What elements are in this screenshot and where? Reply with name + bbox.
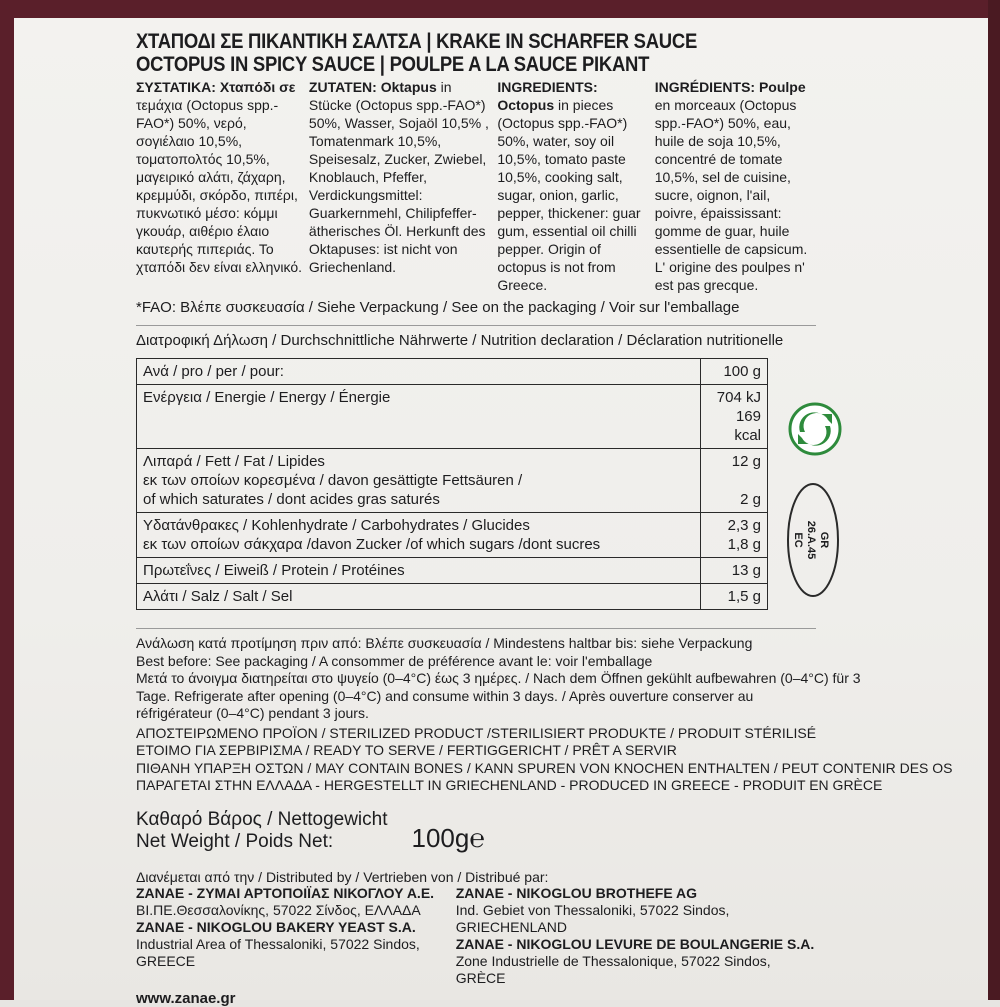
saturates-value: 2 g — [740, 491, 761, 508]
storage-line: Μετά το άνοιγμα διατηρείται στο ψυγείο (0–4°C) έως 3 ημέρες. / Nach dem Öffnen gekühlt aufbewahren (0–4°C) für 3 — [136, 670, 861, 686]
nutrition-value: 1,5 g — [701, 584, 768, 610]
divider-top — [136, 325, 816, 326]
ingredients-french-text: en morceaux (Octopus spp.-FAO*) 50%, eau, huile de soja 10,5%, concentré de tomate 10,5%, sel de cuisine, sucre, oignon, l'ail, poivre, épaississant: gomme de guar, huile essentielle de capsicum. L' origine des poulpes n' est pas grecque. — [654, 97, 808, 293]
net-weight — [136, 809, 816, 853]
address-line: Industrial Area of Thessaloniki, 57022 Sindos, GREECE — [136, 935, 420, 969]
nutrition-label: Αλάτι / Salz / Salt / Sel — [137, 584, 701, 610]
packaging-edge-top — [0, 0, 1000, 18]
nutrition-title: Διατροφική Δήλωση / Durchschnittliche Nährwerte / Nutrition declaration / Déclaration nutritionelle — [136, 332, 784, 349]
claim-line: ΠΑΡΑΓΕΤΑΙ ΣΤΗΝ ΕΛΛΑΔΑ - HERGESTELLT IN GRIECHENLAND - PRODUCED IN GREECE - PRODUIT EN GRÈCE — [136, 777, 883, 793]
nutrition-value: 100 g — [701, 359, 768, 385]
nutrition-row-salt — [137, 584, 768, 610]
ingredients-english-lead: Octopus — [497, 97, 555, 113]
nutrition-value — [701, 449, 768, 513]
nutrition-value — [701, 513, 768, 558]
label-content — [136, 30, 953, 1007]
ingredients-german — [309, 78, 497, 294]
nutrition-label: Ενέργεια / Energie / Energy / Énergie — [137, 385, 701, 449]
stamp-country: GR — [818, 531, 830, 549]
nutrition-row-carbs — [137, 513, 768, 558]
ingredients-french-lead: Poulpe — [758, 79, 806, 95]
recycle-icon — [788, 402, 842, 456]
distribution-intro: Διανέμεται από την / Distributed by / Vertrieben von / Distribué par: — [136, 868, 549, 885]
storage-line: réfrigérateur (0–4°C) pendant 3 jours. — [136, 705, 369, 721]
net-weight-labels — [136, 809, 388, 853]
website: www.zanae.gr — [136, 989, 236, 1007]
nutrition-label — [137, 449, 701, 513]
ingredients-german-head: ZUTATEN: — [308, 79, 377, 95]
divider-bottom — [136, 628, 816, 629]
stamp-number: 26.A.45 — [805, 520, 817, 560]
company-name: ZANAE - ΖΥΜΑΙ ΑΡΤΟΠΟΙΪΑΣ ΝΙΚΟΓΛΟΥ Α.Ε. — [136, 884, 435, 901]
ingredients-greek-lead: Χταπόδι σε — [219, 79, 296, 95]
saturates-label-2: of which saturates / dont acides gras saturés — [143, 491, 440, 508]
packaging-edge-left — [0, 0, 14, 1000]
nutrition-row-protein — [137, 558, 768, 584]
nutrition-value: 13 g — [701, 558, 768, 584]
storage-line: Ανάλωση κατά προτίμηση πριν από: Βλέπε συσκευασία / Mindestens haltbar bis: siehe Verpackung — [136, 635, 753, 651]
address-line: Ind. Gebiet von Thessaloniki, 57022 Sindos, GRIECHENLAND — [455, 901, 730, 935]
company-name: ZANAE - NIKOGLOU BAKERY YEAST S.A. — [136, 918, 416, 935]
health-mark-oval — [785, 480, 841, 600]
nutrition-row-fat — [137, 449, 768, 513]
address-right — [456, 885, 816, 987]
nutrition-row-energy — [137, 385, 768, 449]
claim-line: ΕΤΟΙΜΟ ΓΙΑ ΣΕΡΒΙΡΙΣΜΑ / READY TO SERVE / FERTIGGERICHT / PRÊT A SERVIR — [136, 742, 677, 758]
ingredients-greek-text: τεμάχια (Octopus spp.-FAO*) 50%, νερό, σογιέλαιο 10,5%, τοματοπολτός 10,5%, μαγειρικό αλάτι, ζάχαρη, κρεμμύδι, σκόρδο, πιπέρι, πυκνωτικό μέσο: κόμμι γκουάρ, αιθέριο έλαιο καυτερής πιπεριάς. Το χταπόδι δεν είναι ελληνικό. — [136, 97, 303, 275]
ingredients-french — [655, 78, 816, 294]
nutrition-table — [136, 358, 768, 610]
company-name: ZANAE - NIKOGLOU LEVURE DE BOULANGERIE S.A. — [455, 935, 815, 952]
nutrition-label: Ανά / pro / per / pour: — [137, 359, 701, 385]
distribution-addresses — [136, 885, 816, 987]
nutrition-value — [701, 385, 768, 449]
claim-line: ΑΠΟΣΤΕΙΡΩΜΕΝΟ ΠΡΟΪΟΝ / STERILIZED PRODUCT /STERILISIERT PRODUKTE / PRODUIT STÉRILISÉ — [136, 724, 817, 741]
address-left — [136, 885, 456, 987]
net-weight-label-2: Net Weight / Poids Net: — [136, 830, 334, 852]
ingredients-french-head: INGRÉDIENTS: — [654, 79, 756, 95]
product-title-line2: OCTOPUS IN SPICY SAUCE | POULPE A LA SAUCE PIKANT — [136, 53, 650, 76]
ingredients-german-lead: Oktapus — [380, 79, 437, 95]
sugars-value: 1,8 g — [727, 536, 761, 553]
address-line: Zone Industrielle de Thessalonique, 57022 Sindos, GRÈCE — [455, 952, 771, 986]
energy-kcal: 169 kcal — [734, 408, 761, 444]
ingredients-greek-head: ΣΥΣΤΑΤΙΚΑ: — [136, 79, 216, 95]
storage-block — [136, 635, 861, 723]
saturates-label-1: εκ των οποίων κορεσμένα / davon gesättigte Fettsäuren / — [143, 472, 523, 489]
ingredients-block — [136, 78, 816, 294]
sugars-label: εκ των οποίων σάκχαρα /davon Zucker /of which sugars /dont sucres — [143, 536, 601, 553]
product-title-line1: ΧΤΑΠΟΔΙ ΣΕ ΠΙΚΑΝΤΙΚΗ ΣΑΛΤΣΑ | KRAKE IN SCHARFER SAUCE — [136, 30, 698, 53]
claim-line: ΠΙΘΑΝΗ ΥΠΑΡΞΗ ΟΣΤΩΝ / MAY CONTAIN BONES / KANN SPUREN VON KNOCHEN ENTHALTEN / PEUT CONTENIR DES OS — [136, 759, 953, 776]
nutrition-row-per — [137, 359, 768, 385]
net-weight-value: 100g℮ — [411, 822, 485, 853]
fat-label: Λιπαρά / Fett / Fat / Lipides — [143, 453, 325, 470]
carbs-value: 2,3 g — [727, 517, 761, 534]
storage-line: Best before: See packaging / A consommer de préférence avant le: voir l'emballage — [136, 652, 653, 669]
stamp-ec: EC — [792, 532, 804, 548]
nutrition-label: Πρωτεΐνες / Eiweiß / Protein / Protéines — [137, 558, 701, 584]
nutrition-label — [137, 513, 701, 558]
company-name: ZANAE - NIKOGLOU BROTHEFE AG — [455, 884, 698, 901]
storage-line: Tage. Refrigerate after opening (0–4°C) and consume within 3 days. / Après ouverture conserver au — [136, 687, 754, 704]
ingredients-greek — [136, 78, 309, 294]
packaging-edge-right — [988, 0, 1000, 1000]
address-line: ΒΙ.ΠΕ.Θεσσαλονίκης, 57022 Σίνδος, ΕΛΛΑΔΑ — [136, 901, 421, 918]
carbs-label: Υδατάνθρακες / Kohlenhydrate / Carbohydrates / Glucides — [143, 517, 530, 534]
ingredients-english-head: INGREDIENTS: — [497, 79, 598, 95]
claims-block — [136, 724, 953, 795]
ingredients-german-text: in Stücke (Octopus spp.-FAO*) 50%, Wasser, Sojaöl 10,5% , Tomatenmark 10,5%, Speisesalz, Zucker, Zwiebel, Knoblauch, Pfeffer, Verdickungsmittel: Guarkernmehl, Chilipfeffer-ätherisches Öl. Herkunft des Oktapuses: ist nicht von Griechenland. — [308, 79, 489, 275]
ingredients-english — [497, 78, 654, 294]
net-weight-label-1: Καθαρό Βάρος / Nettogewicht — [136, 808, 388, 830]
energy-kj: 704 kJ — [716, 389, 761, 406]
fao-note: *FAO: Βλέπε συσκευασία / Siehe Verpackung / See on the packaging / Voir sur l'emballage — [136, 299, 740, 316]
fat-value: 12 g — [731, 453, 761, 470]
ingredients-english-text: in pieces (Octopus spp.-FAO*) 50%, water, soy oil 10,5%, tomato paste 10,5%, cooking salt, sugar, onion, garlic, pepper, thickener: guar gum, essential oil chilli pepper. Origin of octopus is not from Greece. — [497, 97, 641, 293]
